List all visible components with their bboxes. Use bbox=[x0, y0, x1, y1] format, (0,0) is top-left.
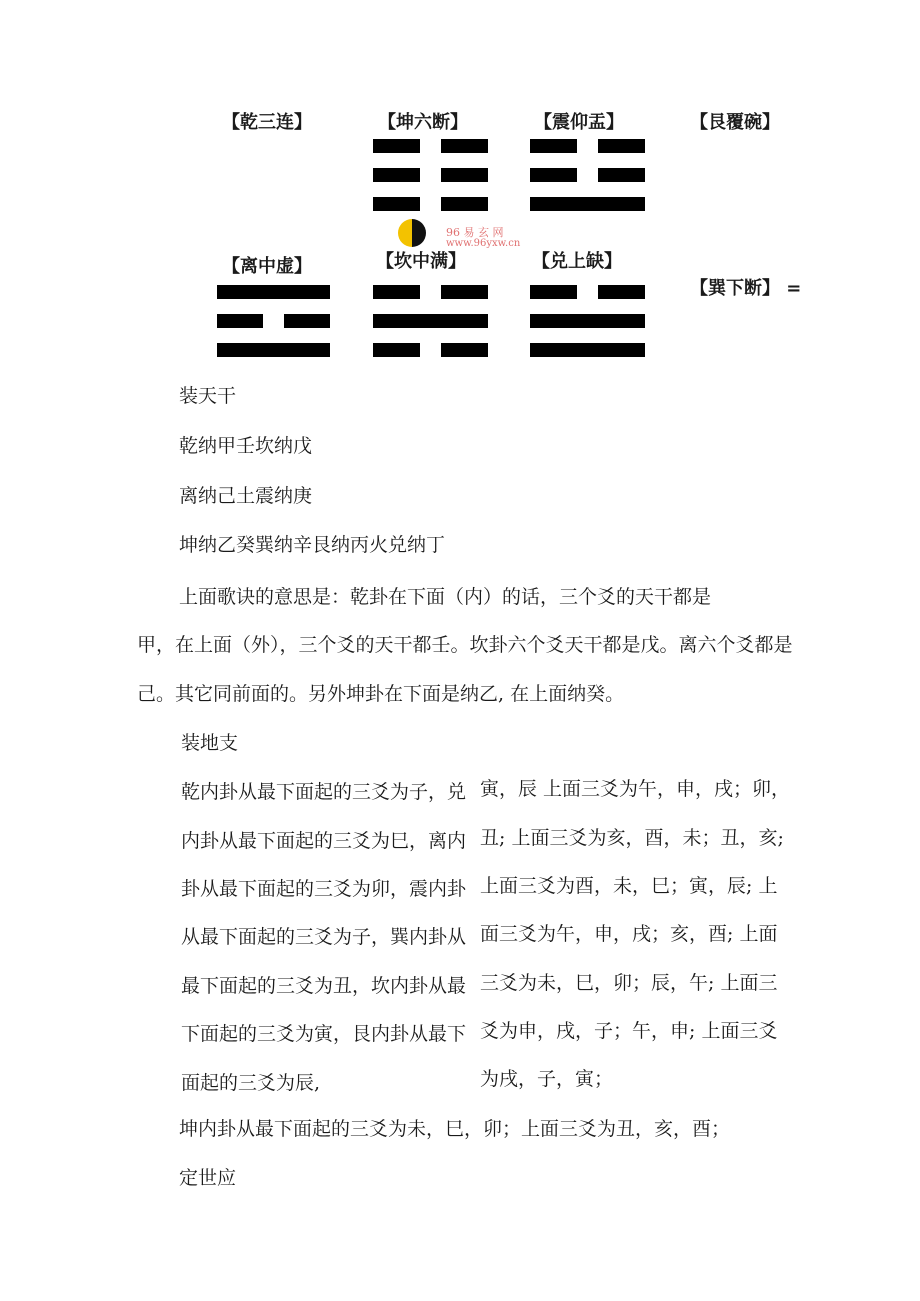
yin-line bbox=[530, 139, 577, 153]
label-xun: 【巽下断】 = bbox=[690, 278, 802, 299]
shiying-heading: 定世应 bbox=[179, 1167, 237, 1189]
dizhi-left-line: 乾内卦从最下面起的三爻为子，兑 bbox=[181, 781, 467, 803]
label-li: 【离中虚】 bbox=[222, 256, 312, 277]
label-zhen: 【震仰盂】 bbox=[534, 112, 624, 133]
label-dui: 【兑上缺】 bbox=[532, 251, 622, 272]
dizhi-kun-line: 坤内卦从最下面起的三爻为未，巳，卯；上面三爻为丑，亥，酉； bbox=[179, 1118, 731, 1140]
dizhi-left-line: 下面起的三爻为寅，艮内卦从最下 bbox=[181, 1023, 467, 1045]
yin-line bbox=[441, 285, 488, 299]
dizhi-left-line: 最下面起的三爻为丑，坎内卦从最 bbox=[181, 975, 467, 997]
dizhi-left-line: 卦从最下面起的三爻为卯，震内卦 bbox=[181, 878, 467, 900]
dizhi-right-line: 面三爻为午，申，戌；亥，酉; 上面 bbox=[480, 923, 778, 945]
yang-line bbox=[217, 343, 330, 357]
yin-line bbox=[284, 314, 330, 328]
yin-line bbox=[598, 168, 645, 182]
tiangan-para2: 甲，在上面（外），三个爻的天干都壬。坎卦六个爻天干都是戊。离六个爻都是 bbox=[137, 634, 793, 656]
dizhi-right-line: 上面三爻为酉，未，巳；寅，辰; 上 bbox=[480, 875, 778, 897]
dizhi-right-line: 三爻为未，巳，卯；辰，午; 上面三 bbox=[480, 972, 778, 994]
dizhi-left-line: 面起的三爻为辰, bbox=[181, 1072, 321, 1094]
dizhi-right-line: 为戌，子，寅； bbox=[480, 1068, 614, 1090]
yin-line bbox=[441, 168, 488, 182]
yin-line bbox=[217, 314, 263, 328]
label-gen: 【艮覆碗】 bbox=[690, 112, 780, 133]
dizhi-right-line: 爻为申，戌，子；午，申; 上面三爻 bbox=[480, 1020, 778, 1042]
tiangan-line1: 乾纳甲壬坎纳戊 bbox=[179, 435, 313, 457]
tiangan-line2: 离纳己土震纳庚 bbox=[179, 485, 313, 507]
tiangan-para1: 上面歌诀的意思是：乾卦在下面（内）的话，三个爻的天干都是 bbox=[179, 586, 712, 608]
yin-line bbox=[598, 139, 645, 153]
tiangan-para3: 己。其它同前面的。另外坤卦在下面是纳乙, 在上面纳癸。 bbox=[137, 683, 625, 705]
yin-line bbox=[373, 343, 420, 357]
dizhi-heading: 装地支 bbox=[181, 732, 239, 754]
yin-line bbox=[598, 285, 645, 299]
yin-line bbox=[373, 197, 420, 211]
yin-line bbox=[441, 343, 488, 357]
watermark-line2: www.96yxw.cn bbox=[446, 238, 521, 249]
label-qian: 【乾三连】 bbox=[222, 112, 312, 133]
yang-line bbox=[530, 197, 645, 211]
dizhi-left-line: 内卦从最下面起的三爻为巳，离内 bbox=[181, 830, 467, 852]
yin-line bbox=[373, 168, 420, 182]
dizhi-right-line: 寅，辰 上面三爻为午，申，戌；卯， bbox=[480, 778, 791, 800]
yin-line bbox=[373, 139, 420, 153]
yang-line bbox=[530, 314, 645, 328]
dizhi-right-line: 丑; 上面三爻为亥，酉，未；丑，亥; bbox=[480, 827, 784, 849]
yang-line bbox=[217, 285, 330, 299]
yin-line bbox=[441, 197, 488, 211]
yang-line bbox=[373, 314, 488, 328]
taiji-logo-icon bbox=[398, 219, 426, 247]
yang-line bbox=[530, 343, 645, 357]
label-kun: 【坤六断】 bbox=[378, 112, 468, 133]
label-kan: 【坎中满】 bbox=[376, 251, 466, 272]
yin-line bbox=[530, 285, 577, 299]
yin-line bbox=[373, 285, 420, 299]
yin-line bbox=[530, 168, 577, 182]
yin-line bbox=[441, 139, 488, 153]
dizhi-left-line: 从最下面起的三爻为子，巽内卦从 bbox=[181, 926, 467, 948]
tiangan-heading: 装天干 bbox=[179, 385, 237, 407]
tiangan-line3: 坤纳乙癸巽纳辛艮纳丙火兑纳丁 bbox=[179, 534, 446, 556]
watermark-line1: 96 易 玄 网 bbox=[446, 226, 504, 239]
